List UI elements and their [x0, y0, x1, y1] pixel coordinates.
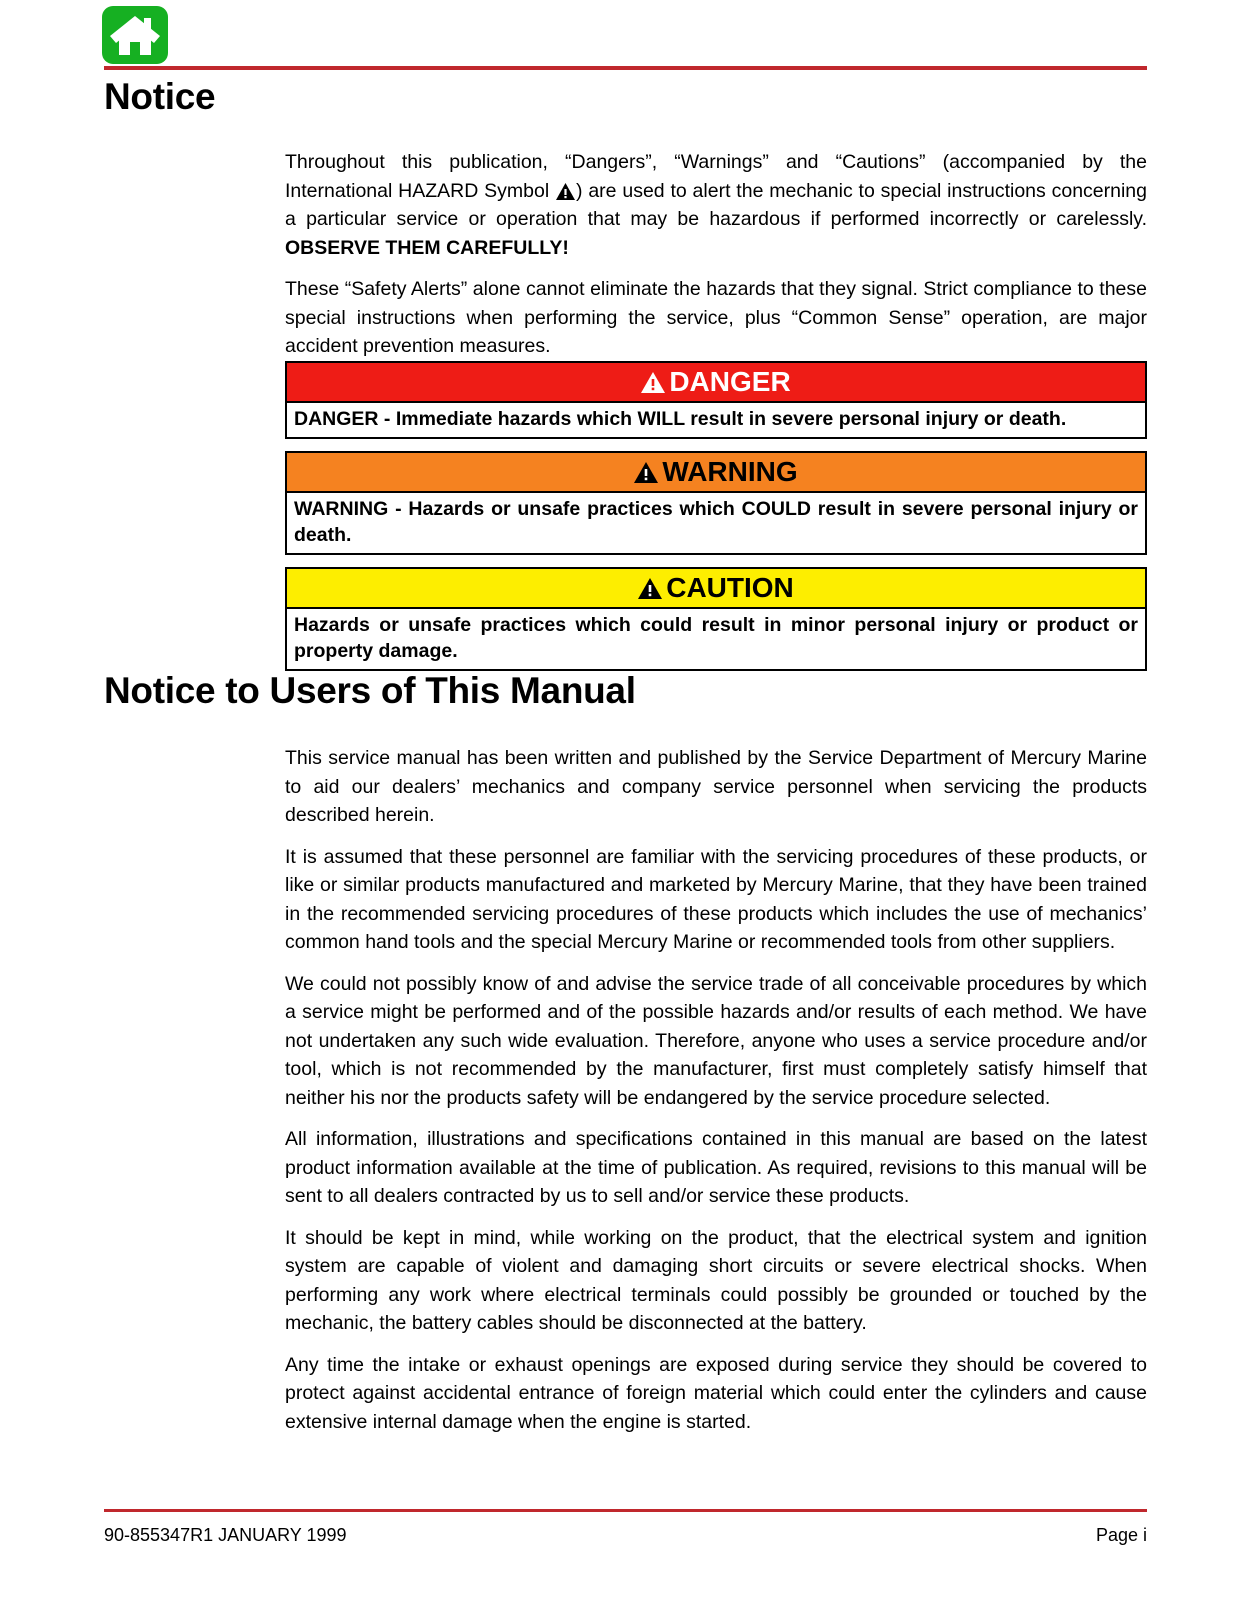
alert-body-caution: Hazards or unsafe practices which could result in minor personal injury or product or property damage. — [294, 614, 1138, 662]
alert-word-warning: WARNING — [662, 456, 798, 487]
alert-box-group — [285, 361, 1147, 671]
users-paragraph-3: We could not possibly know of and advise the service trade of all conceivable procedures by which a service might be performed and of the possible hazards and/or results of each method. We have not undertaken any such wide evaluation. Therefore, anyone who uses a service procedure and/or tool, which is not recommended by the manufacturer, first must completely satisfy himself that neither his nor the products safety will be endangered by the service procedure selected. — [285, 972, 1147, 1109]
page-header — [0, 0, 1236, 72]
footer-document-reference: 90-855347R1 JANUARY 1999 — [104, 1525, 347, 1545]
alert-body-warning: WARNING - Hazards or unsafe practices which COULD result in severe personal injury or death. — [294, 498, 1138, 546]
alert-box-warning — [285, 451, 1147, 555]
alert-header-caution — [287, 569, 1145, 609]
users-paragraph-4: All information, illustrations and specifications contained in this manual are based on the latest product information available at the time of publication. As required, revisions to this manual will be sent to all dealers contracted by us to sell and/or service these products. — [285, 1128, 1147, 1207]
observe-them-carefully-emphasis: OBSERVE THEM CAREFULLY! — [285, 236, 569, 259]
hazard-triangle-icon — [641, 372, 665, 393]
header-divider — [104, 66, 1147, 70]
users-paragraph-2: It is assumed that these personnel are familiar with the servicing procedures of these products, or like or similar products manufactured and marketed by Mercury Marine, that they have been trained in the recommended servicing procedures of these products which includes the use of mechanics’ common hand tools and the special Mercury Marine or recommended tools from other suppliers. — [285, 845, 1147, 953]
notice-body — [285, 148, 1147, 361]
alert-word-caution: CAUTION — [666, 572, 794, 603]
notice-paragraph-2: These “Safety Alerts” alone cannot eliminate the hazards that they signal. Strict compliance to these special instructions when performing the service, plus “Common Sense” operation, are major accident prevention measures. — [285, 278, 1147, 357]
alert-box-caution — [285, 567, 1147, 671]
hazard-triangle-icon — [634, 462, 658, 483]
users-paragraph-6: Any time the intake or exhaust openings are exposed during service they should be covered to protect against accidental entrance of foreign material which could enter the cylinders and cause extensive internal damage when the engine is started. — [285, 1353, 1147, 1433]
home-icon[interactable] — [102, 6, 168, 64]
alert-header-warning — [287, 453, 1145, 493]
users-paragraph-1: This service manual has been written and published by the Service Department of Mercury Marine to aid our dealers’ mechanics and company service personnel when servicing the products described herein. — [285, 747, 1147, 826]
page-title-notice: Notice — [104, 76, 216, 117]
users-paragraph-5: It should be kept in mind, while working on the product, that the electrical system and ignition system are capable of violent and damaging short circuits or severe electrical shocks. When performing any work where electrical terminals could possibly be grounded or touched by the mechanic, the battery cables should be disconnected at the battery. — [285, 1226, 1147, 1334]
alert-word-danger: DANGER — [669, 366, 791, 397]
alert-body-danger: DANGER - Immediate hazards which WILL result in severe personal injury or death. — [294, 408, 1067, 430]
notice-paragraph-1-before: Throughout this publication, “Dangers”, “Warnings” and “Cautions” (accompanied by the International HAZARD Symbol — [285, 151, 1147, 202]
hazard-triangle-icon — [638, 578, 662, 599]
footer-divider — [104, 1509, 1147, 1512]
notice-paragraph-1-after: ) are used to alert the mechanic to special instructions concerning a particular service or operation that may be hazardous if performed incorrectly or carelessly. — [285, 179, 1147, 230]
notice-paragraph-1 — [285, 148, 1147, 262]
page-title-notice-to-users: Notice to Users of This Manual — [104, 670, 636, 711]
footer-page-number: Page i — [1095, 1525, 1147, 1545]
users-body — [285, 744, 1147, 1436]
alert-box-danger — [285, 361, 1147, 439]
hazard-triangle-icon — [556, 183, 575, 200]
alert-header-danger — [287, 363, 1145, 403]
